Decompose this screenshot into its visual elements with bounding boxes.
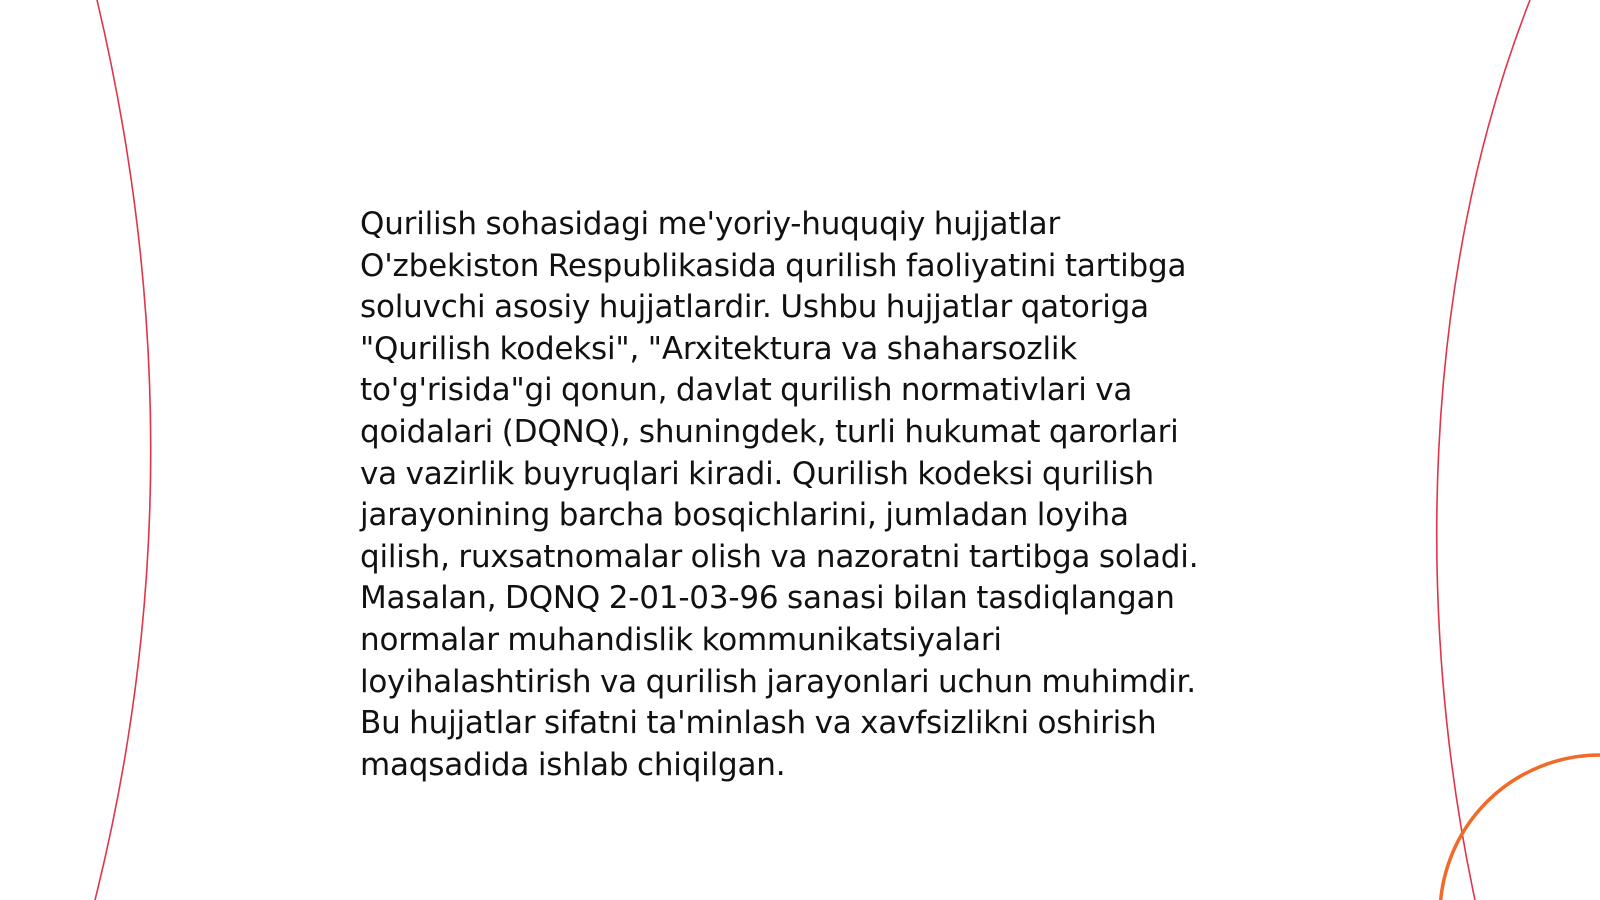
orange-circle-outline — [1440, 755, 1600, 900]
body-paragraph: Qurilish sohasidagi me'yoriy-huquqiy hujjatlar O'zbekiston Respublikasida qurilish faoliyatini tartibga soluvchi asosiy hujjatlardir. Ushbu hujjatlar qatoriga "Qurilish kodeksi", "Arxitektura va shaharsozlik to'g'risida"gi qonun, davlat qurilish normativlari va qoidalari (DQNQ), shuningdek, turli hukumat qarorlari va vazirlik buyruqlari kiradi. Qurilish kodeksi qurilish jarayonining barcha bosqichlarini, jumladan loyiha qilish, ruxsatnomalar olish va nazoratni tartibga soladi. Masalan, DQNQ 2-01-03-96 sanasi bilan tasdiqlangan normalar muhandislik kommunikatsiyalari loyihalashtirish va qurilish jarayonlari uchun muhimdir. Bu hujjatlar sifatni ta'minlash va xavfsizlikni oshirish maqsadida ishlab chiqilgan. — [360, 206, 1199, 783]
right-curve-line — [1437, 0, 1530, 900]
left-curve-line — [95, 0, 151, 900]
